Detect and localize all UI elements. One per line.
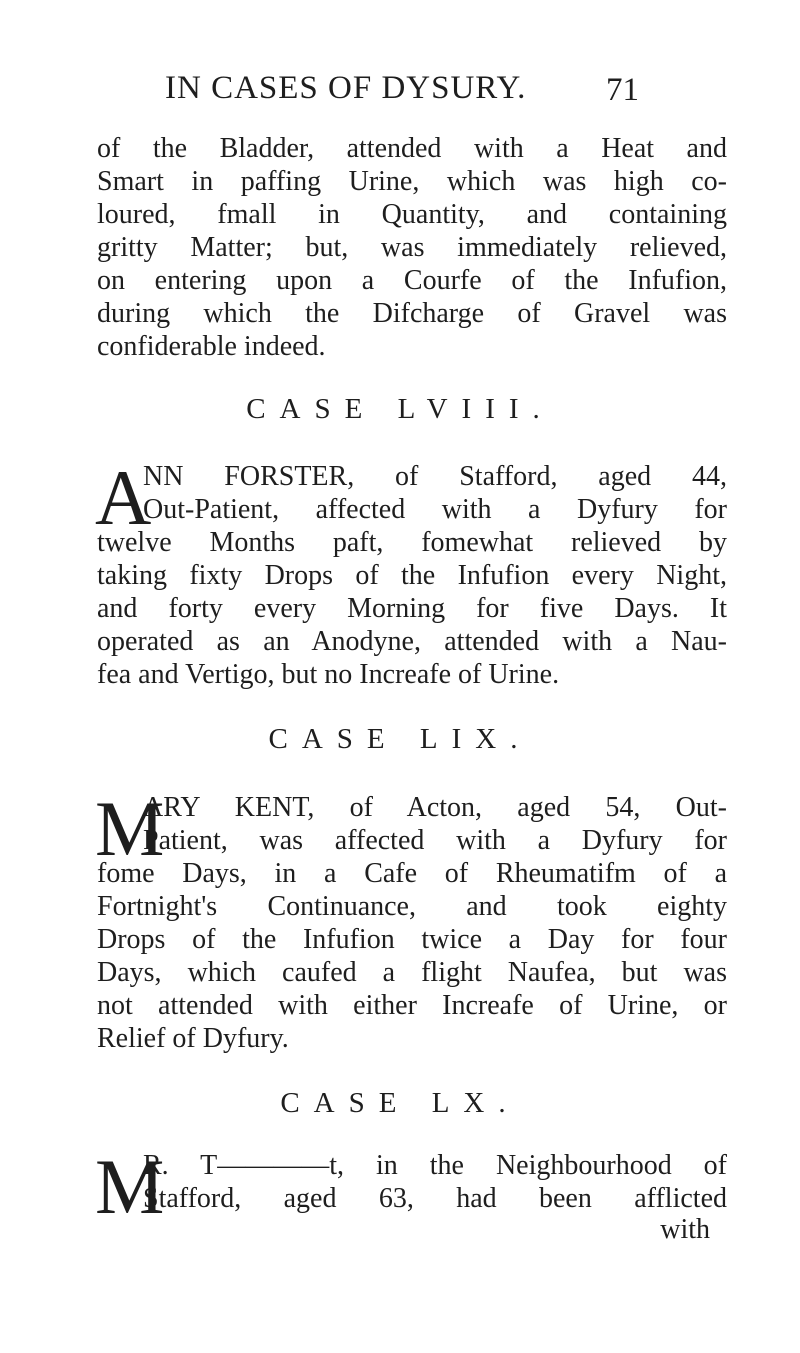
text-line: Stafford, aged 63, had been afflicted [143, 1183, 727, 1214]
case-heading-lviii: CASE LVIII. [246, 393, 554, 425]
text-line: during which the Difcharge of Gravel was [97, 298, 727, 329]
text-line: Out-Patient, affected with a Dyfury for [143, 494, 727, 525]
text-line: Smart in paffing Urine, which was high co- [97, 166, 727, 197]
drop-cap-a: A [95, 454, 152, 541]
intro-paragraph [97, 132, 727, 363]
text-line: Days, which caufed a flight Naufea, but was [97, 957, 727, 988]
text-line: Relief of Dyfury. [97, 1023, 289, 1054]
text-line: fea and Vertigo, but no Increafe of Urine. [97, 659, 560, 690]
text-line: Patient, was affected with a Dyfury for [143, 825, 727, 856]
case-paragraph-lix [95, 785, 727, 1055]
running-head: IN CASES OF DYSURY. [165, 70, 527, 106]
page-number: 71 [606, 72, 639, 108]
text-line: twelve Months paft, fomewhat relieved by [97, 527, 727, 558]
catchword: with [660, 1214, 710, 1245]
text-line: taking fixty Drops of the Infufion every Night, [97, 560, 727, 591]
text-line: operated as an Anodyne, attended with a Nau- [97, 626, 727, 657]
text-line: confiderable indeed. [97, 331, 326, 362]
text-line: Fortnight's Continuance, and took eighty [97, 891, 727, 922]
text-line: on entering upon a Courfe of the Infufion, [97, 265, 727, 296]
case-heading-lx: CASE LX. [280, 1087, 520, 1119]
text-line: gritty Matter; but, was immediately relieved, [97, 232, 727, 263]
text-line: ARY KENT, of Acton, aged 54, Out- [143, 792, 727, 823]
text-line: of the Bladder, attended with a Heat and [97, 133, 727, 164]
case-paragraph-lviii [95, 454, 727, 691]
text-line: and forty every Morning for five Days. It [97, 593, 727, 624]
drop-cap-m: M [95, 1143, 165, 1230]
drop-cap-m: M [95, 785, 165, 872]
text-line: loured, fmall in Quantity, and containing [97, 199, 727, 230]
text-line: NN FORSTER, of Stafford, aged 44, [143, 461, 727, 492]
case-paragraph-lx [97, 1149, 727, 1215]
case-heading-lix: CASE LIX. [268, 723, 532, 755]
text-line: not attended with either Increafe of Urine, or [97, 990, 727, 1021]
text-line: R. T————t, in the Neighbourhood of [143, 1150, 727, 1181]
text-line: fome Days, in a Cafe of Rheumatifm of a [97, 858, 727, 889]
text-line: Drops of the Infufion twice a Day for four [97, 924, 727, 955]
